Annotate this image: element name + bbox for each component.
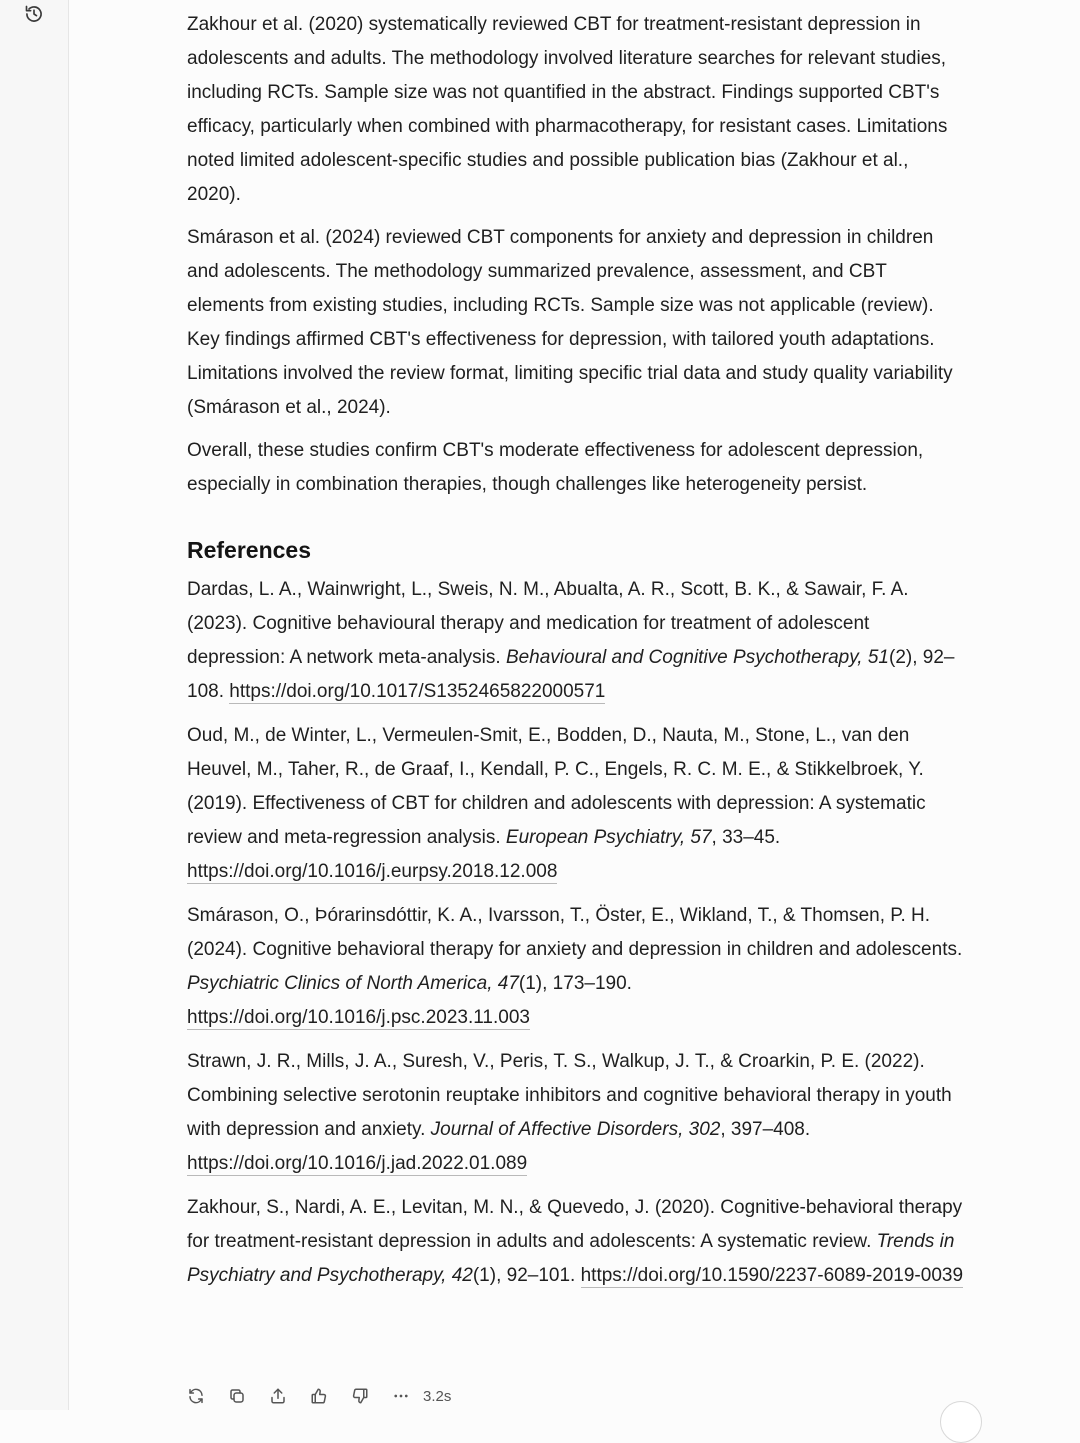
reference-text: Zakhour, S., Nardi, A. E., Levitan, M. N., & Quevedo, J. (2020). Cognitive-behavioral therapy for treatment-resistant depression in adults and adolescents: A systematic review.: [187, 1197, 963, 1252]
regenerate-icon: [187, 1387, 205, 1405]
more-icon: [392, 1387, 410, 1405]
regenerate-button[interactable]: [185, 1385, 207, 1407]
reference-item: [187, 1045, 967, 1181]
reference-item: [187, 1191, 967, 1293]
reference-details: , 33–45.: [711, 827, 781, 848]
reference-doi-link[interactable]: https://doi.org/10.1017/S1352465822000571: [229, 681, 606, 702]
share-button[interactable]: [267, 1385, 289, 1407]
reference-details: (1), 173–190.: [518, 973, 632, 994]
reference-doi-link[interactable]: https://doi.org/10.1016/j.eurpsy.2018.12.008: [187, 861, 558, 882]
reference-journal: Psychiatric Clinics of North America, 47: [187, 973, 519, 994]
reference-text: Oud, M., de Winter, L., Vermeulen-Smit, E., Bodden, D., Nauta, M., Stone, L., van den Heuvel, M., Taher, R., de Graaf, I., Kendall, P. C., Engels, R. C. M. E., & Stikkelbroek, Y. (2019). Effectiveness of CBT for children and adolescents with depression: A systematic review and meta-regression analysis.: [187, 725, 926, 848]
response-time: 3.2s: [423, 1387, 452, 1405]
reference-text: Dardas, L. A., Wainwright, L., Sweis, N. M., Abualta, A. R., Scott, B. K., & Sawair, F. A. (2023). Cognitive behavioural therapy and medication for treatment of adolescent depression: A network meta-analysis.: [187, 579, 909, 668]
dislike-button[interactable]: [349, 1385, 371, 1407]
references-heading: References: [187, 537, 312, 563]
reference-journal: Trends in Psychiatry and Psychotherapy, 42: [187, 1231, 955, 1286]
reference-text: Strawn, J. R., Mills, J. A., Suresh, V., Peris, T. S., Walkup, J. T., & Croarkin, P. E. (2022). Combining selective serotonin reuptake inhibitors and cognitive behavioral therapy in youth with depression and anxiety.: [187, 1051, 952, 1140]
reference-details: (2), 92–108.: [187, 647, 955, 702]
reference-text: Smárason, O., Þórarinsdóttir, K. A., Ivarsson, T., Öster, E., Wikland, T., & Thomsen, P. H. (2024). Cognitive behavioral therapy for anxiety and depression in children and adolescents.: [187, 905, 963, 960]
paragraph-smarason-summary: Smárason et al. (2024) reviewed CBT components for anxiety and depression in children and adolescents. The methodology summarized prevalence, assessment, and CBT elements from existing studies, including RCTs. Sample size was not applicable (review). Key findings affirmed CBT's effectiveness for depression, with tailored youth adaptations. Limitations involved the review format, limiting specific trial data and study quality variability (Smárason et al., 2024).: [187, 227, 953, 418]
reference-item: [187, 573, 967, 709]
reference-details: (1), 92–101.: [472, 1265, 581, 1286]
reference-doi-link[interactable]: https://doi.org/10.1016/j.jad.2022.01.089: [187, 1153, 528, 1174]
reference-journal: Journal of Affective Disorders, 302: [430, 1119, 721, 1140]
scroll-down-button[interactable]: [940, 1401, 982, 1443]
reference-item: [187, 719, 967, 889]
reference-details: , 397–408.: [720, 1119, 811, 1140]
reference-doi-link[interactable]: https://doi.org/10.1016/j.psc.2023.11.003: [187, 1007, 530, 1028]
message-content: [187, 8, 967, 1303]
paragraph-overall-summary: Overall, these studies confirm CBT's moderate effectiveness for adolescent depression, especially in combination therapies, though challenges like heterogeneity persist.: [187, 440, 924, 495]
copy-icon: [228, 1387, 246, 1405]
like-button[interactable]: [308, 1385, 330, 1407]
share-icon: [269, 1387, 287, 1405]
thumbs-up-icon: [310, 1387, 328, 1405]
sidebar: [0, 0, 69, 1410]
copy-button[interactable]: [226, 1385, 248, 1407]
reference-journal: European Psychiatry, 57: [505, 827, 712, 848]
response-actions-bar: [185, 1383, 451, 1409]
paragraph-zakhour-summary: Zakhour et al. (2020) systematically reviewed CBT for treatment-resistant depression in adolescents and adults. The methodology involved literature searches for relevant studies, including RCTs. Sample size was not quantified in the abstract. Findings supported CBT's efficacy, particularly when combined with pharmacotherapy, for resistant cases. Limitations noted limited adolescent-specific studies and possible publication bias (Zakhour et al., 2020).: [187, 14, 948, 205]
thumbs-down-icon: [351, 1387, 369, 1405]
reference-doi-link[interactable]: https://doi.org/10.1590/2237-6089-2019-0039: [580, 1265, 964, 1286]
reference-journal: Behavioural and Cognitive Psychotherapy, 51: [505, 647, 889, 668]
reference-item: [187, 899, 967, 1035]
history-icon: [24, 4, 44, 24]
history-button[interactable]: [23, 3, 45, 25]
more-options-button[interactable]: [390, 1385, 412, 1407]
